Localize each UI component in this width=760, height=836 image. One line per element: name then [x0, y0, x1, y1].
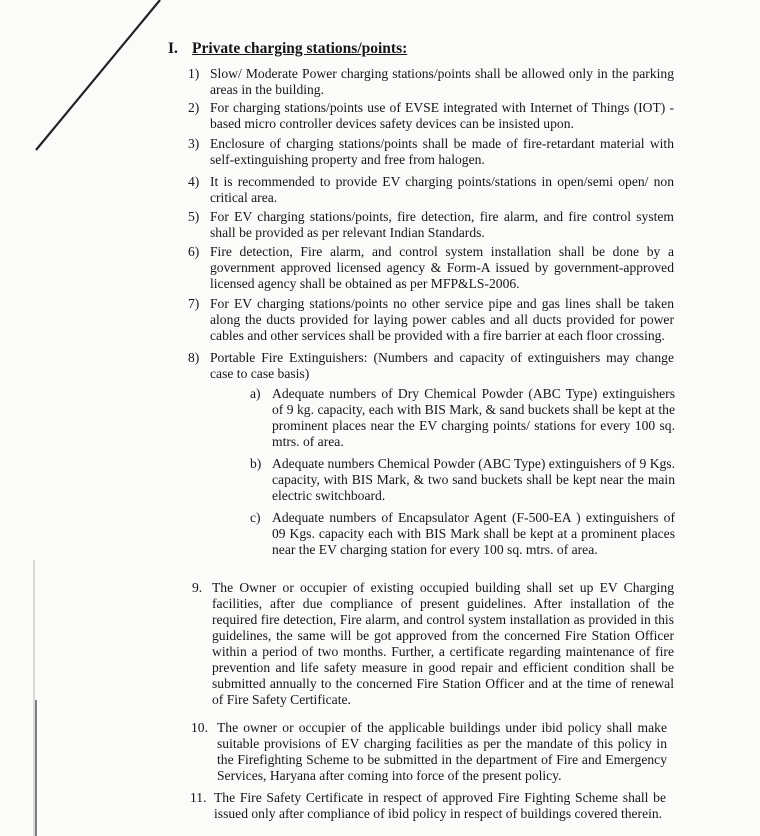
- list-item-number: 6): [188, 244, 200, 259]
- paragraph-number: 9.: [192, 580, 203, 595]
- list-item: [188, 100, 674, 132]
- list-item-number: 8): [188, 350, 200, 365]
- list-item-text: Portable Fire Extinguishers: (Numbers and capacity of extinguishers may change case to case basis): [210, 350, 674, 381]
- numbered-paragraph: [191, 720, 667, 784]
- list-item-text: Slow/ Moderate Power charging stations/points shall be allowed only in the parking areas in the building.: [210, 66, 674, 97]
- paragraph-number: 10.: [191, 720, 208, 735]
- sub-list-item: [250, 510, 675, 558]
- sub-item-letter: b): [250, 456, 262, 471]
- list-item: [188, 174, 674, 206]
- list-item-number: 4): [188, 174, 200, 189]
- list-item: [188, 209, 674, 241]
- sub-item-text: Adequate numbers of Dry Chemical Powder (ABC Type) extinguishers of 9 kg. capacity, each with BIS Mark, & sand buckets shall be kept at the prominent places near the EV charging points/ stations for every 100 sq. mtrs. of area.: [272, 386, 675, 449]
- list-item-text: It is recommended to provide EV charging points/stations in open/semi open/ non critical area.: [210, 174, 674, 205]
- numbered-paragraph: [192, 580, 674, 708]
- list-item-text: For EV charging stations/points no other service pipe and gas lines shall be taken along the ducts provided for laying power cables and all ducts provided for power cables and other services shall be provided with a fire barrier at each floor crossing.: [210, 296, 674, 343]
- list-item-text: Enclosure of charging stations/points shall be made of fire-retardant material with self-extinguishing property and free from halogen.: [210, 136, 674, 167]
- list-item-number: 3): [188, 136, 200, 151]
- sub-item-text: Adequate numbers Chemical Powder (ABC Type) extinguishers of 9 Kgs. capacity, with BIS Mark, & two sand buckets shall be kept near the main electric switchboard.: [272, 456, 675, 503]
- paragraph-text: The Owner or occupier of existing occupied building shall set up EV Charging facilities, after due compliance of present guidelines. After installation of the required fire detection, Fire alarm, and control system installation as provided in this guidelines, the same will be got approved from the concerned Fire Station Officer within a period of two months. Further, a certificate regarding maintenance of fire prevention and life safety measure in good repair and efficient condition shall be submitted annually to the concerned Fire Station Officer and at the time of renewal of Fire Safety Certificate.: [212, 580, 674, 707]
- sub-item-letter: c): [250, 510, 261, 525]
- paragraph-text: The Fire Safety Certificate in respect of approved Fire Fighting Scheme shall be issued only after compliance of ibid policy in respect of buildings covered therein.: [214, 790, 666, 821]
- list-item-text: Fire detection, Fire alarm, and control system installation shall be done by a government approved licensed agency & Form-A issued by government-approved licensed agency shall be obtained as per MFP&LS-2006.: [210, 244, 674, 291]
- list-item: [188, 136, 674, 168]
- list-item-number: 7): [188, 296, 200, 311]
- list-item-number: 1): [188, 66, 200, 81]
- list-item: [188, 350, 674, 382]
- paragraph-text: The owner or occupier of the applicable buildings under ibid policy shall make suitable provisions of EV charging facilities as per the mandate of this policy in the Firefighting Scheme to be submitted in the department of Fire and Emergency Services, Haryana after coming into force of the present policy.: [217, 720, 667, 783]
- section-heading: [168, 40, 407, 58]
- list-item-text: For EV charging stations/points, fire detection, fire alarm, and fire control system shall be provided as per relevant Indian Standards.: [210, 209, 674, 240]
- list-item: [188, 244, 674, 292]
- section-title: Private charging stations/points:: [192, 40, 408, 57]
- numbered-paragraph: [190, 790, 666, 822]
- list-item-text: For charging stations/points use of EVSE integrated with Internet of Things (IOT) - based micro controller devices safety devices can be insisted upon.: [210, 100, 674, 131]
- section-number: I.: [168, 40, 178, 57]
- sub-list-item: [250, 386, 675, 450]
- list-item-number: 5): [188, 209, 200, 224]
- sub-list-item: [250, 456, 675, 504]
- sub-item-letter: a): [250, 386, 261, 401]
- paragraph-number: 11.: [190, 790, 207, 805]
- list-item: [188, 66, 674, 98]
- list-item-number: 2): [188, 100, 200, 115]
- sub-item-text: Adequate numbers of Encapsulator Agent (F-500-EA ) extinguishers of 09 Kgs. capacity each with BIS Mark shall be kept at a prominent places near the EV charging station for every 100 sq. mtrs. of area.: [272, 510, 675, 557]
- list-item: [188, 296, 674, 344]
